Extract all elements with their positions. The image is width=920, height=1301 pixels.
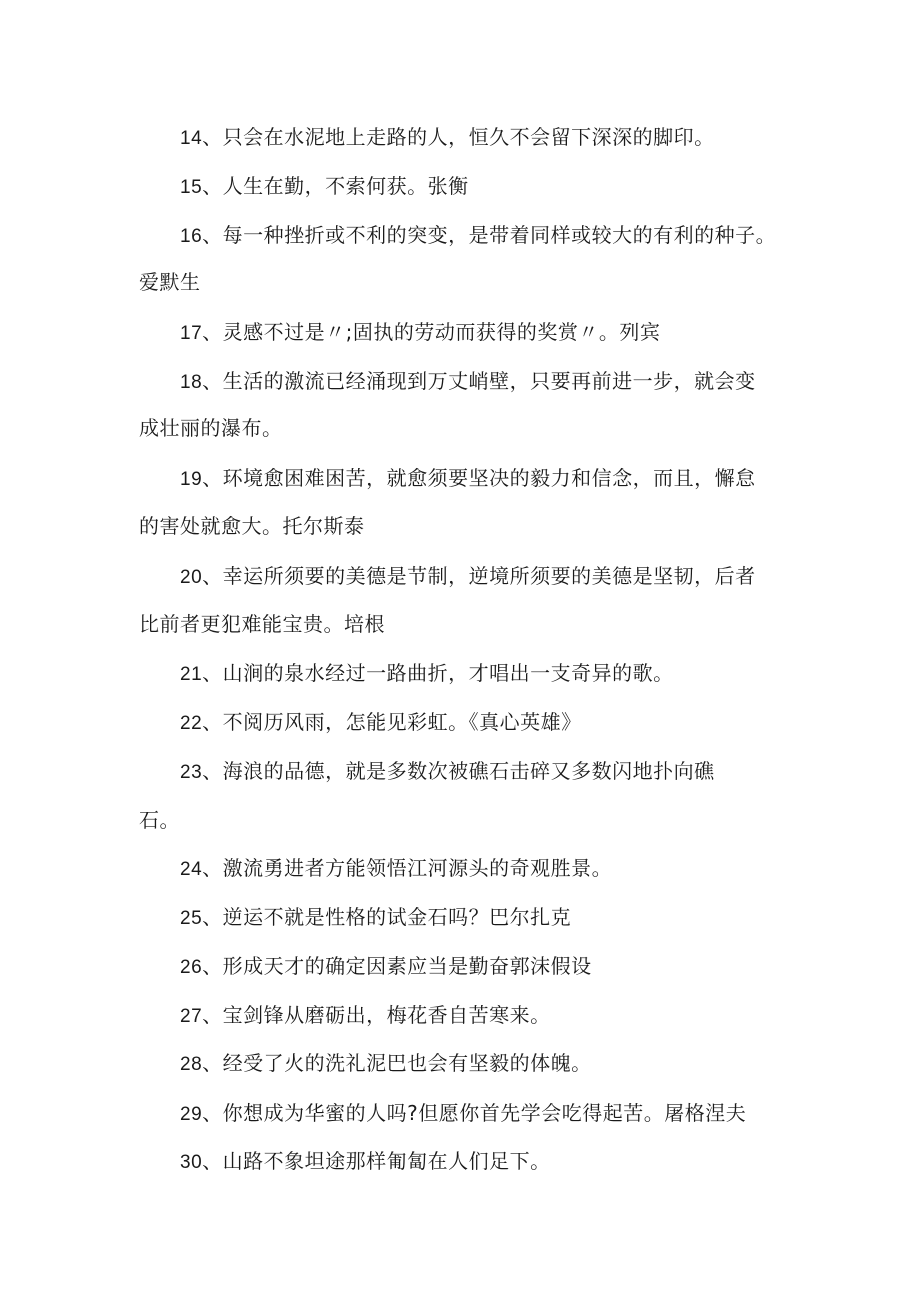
quote-text: 、幸运所须要的美德是节制，逆境所须要的美德是坚韧，后者 xyxy=(202,564,756,588)
quote-number: 17 xyxy=(180,323,203,344)
quote-text: 、山路不象坦途那样匍匐在人们足下。 xyxy=(202,1149,551,1173)
quote-continuation-20: 比前者更犯难能宝贵。培根 xyxy=(139,612,385,636)
quote-line-20 xyxy=(180,563,756,591)
quote-line-29 xyxy=(180,1100,746,1128)
quote-number: 26 xyxy=(180,957,203,978)
quote-text: 、经受了火的洗礼泥巴也会有坚毅的体魄。 xyxy=(202,1051,592,1075)
quote-number: 20 xyxy=(180,567,203,588)
quote-text: 、你想成为华蜜的人吗?但愿你首先学会吃得起苦。屠格涅夫 xyxy=(202,1101,747,1125)
quote-text: 、人生在勤，不索何获。张衡 xyxy=(202,174,469,198)
quote-continuation-16: 爱默生 xyxy=(139,270,201,294)
quote-continuation-19: 的害处就愈大。托尔斯泰 xyxy=(139,514,365,538)
quote-line-24 xyxy=(180,855,612,883)
quote-line-27 xyxy=(180,1002,551,1030)
quote-text: 、海浪的品德，就是多数次被礁石击碎又多数闪地扑向礁 xyxy=(202,759,715,783)
quote-continuation-23: 石。 xyxy=(139,808,180,832)
quote-number: 14 xyxy=(180,128,203,149)
quote-text: 、每一种挫折或不利的突变，是带着同样或较大的有利的种子。 xyxy=(202,223,777,247)
quote-number: 16 xyxy=(180,226,203,247)
quote-number: 27 xyxy=(180,1006,203,1027)
quote-text: 、生活的激流已经涌现到万丈峭壁，只要再前进一步，就会变 xyxy=(202,369,756,393)
quote-number: 22 xyxy=(180,713,203,734)
quote-text: 、不阅历风雨，怎能见彩虹。《真心英雄》 xyxy=(202,710,582,734)
quote-text: 、激流勇进者方能领悟江河源头的奇观胜景。 xyxy=(202,856,613,880)
quote-number: 21 xyxy=(180,664,203,685)
quote-line-28 xyxy=(180,1050,592,1078)
quote-number: 18 xyxy=(180,372,203,393)
quote-number: 15 xyxy=(180,177,203,198)
quote-line-19 xyxy=(180,465,756,493)
quote-line-14 xyxy=(180,124,715,152)
quote-line-18 xyxy=(180,368,756,396)
quote-line-22 xyxy=(180,709,582,737)
quote-line-15 xyxy=(180,173,469,201)
quote-line-30 xyxy=(180,1148,551,1176)
quote-line-16 xyxy=(180,222,776,250)
quote-text: 、山涧的泉水经过一路曲折，才唱出一支奇异的歌。 xyxy=(202,661,674,685)
quote-text: 、灵感不过是〃;固执的劳动而获得的奖赏〃。列宾 xyxy=(202,320,661,344)
quote-number: 24 xyxy=(180,859,203,880)
quote-line-25 xyxy=(180,904,571,932)
quote-number: 29 xyxy=(180,1104,203,1125)
quote-continuation-18: 成壮丽的瀑布。 xyxy=(139,416,283,440)
quote-text: 、环境愈困难困苦，就愈须要坚决的毅力和信念，而且，懈怠 xyxy=(202,466,756,490)
quote-text: 、逆运不就是性格的试金石吗？巴尔扎克 xyxy=(202,905,572,929)
quote-line-21 xyxy=(180,660,674,688)
quote-number: 23 xyxy=(180,762,203,783)
quote-line-26 xyxy=(180,953,592,981)
quote-line-23 xyxy=(180,758,715,786)
quote-text: 、宝剑锋从磨砺出，梅花香自苦寒来。 xyxy=(202,1003,551,1027)
quote-line-17 xyxy=(180,319,660,347)
quote-number: 25 xyxy=(180,908,203,929)
quote-number: 28 xyxy=(180,1054,203,1075)
quote-number: 19 xyxy=(180,469,203,490)
quote-text: 、形成天才的确定因素应当是勤奋郭沫假设 xyxy=(202,954,592,978)
quote-text: 、只会在水泥地上走路的人，恒久不会留下深深的脚印。 xyxy=(202,125,715,149)
quote-number: 30 xyxy=(180,1152,203,1173)
